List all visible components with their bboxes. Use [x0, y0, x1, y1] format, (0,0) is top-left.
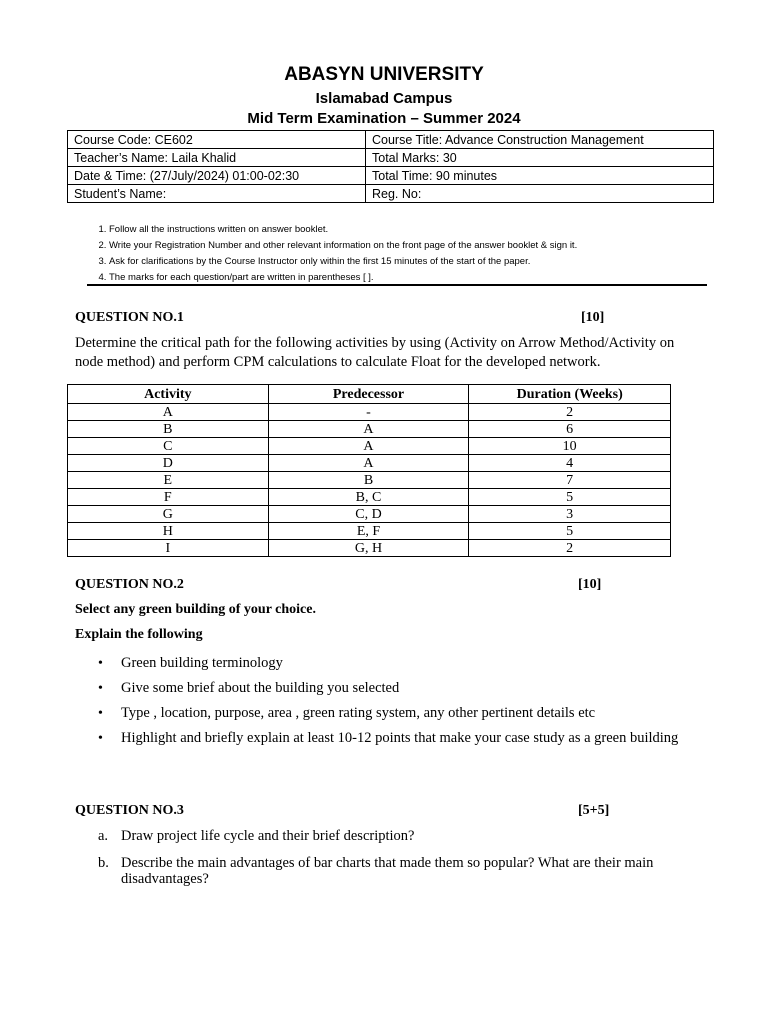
table-row — [68, 404, 671, 421]
info-row — [68, 185, 714, 203]
total-time: Total Time: 90 minutes — [366, 167, 714, 185]
duration-cell: 3 — [469, 506, 671, 523]
divider — [87, 284, 707, 286]
item-marker: b. — [98, 855, 109, 871]
duration-cell: 7 — [469, 472, 671, 489]
bullet-text: Give some brief about the building you selected — [121, 680, 400, 696]
bullet-text: Type , location, purpose, area , green rating system, any other pertinent details etc — [121, 705, 596, 721]
campus-title: Islamabad Campus — [315, 90, 453, 107]
duration-cell: 2 — [469, 540, 671, 557]
q1-text: Determine the critical path for the following activities by using (Activity on Arrow Method/Activity on node method) and perform CPM calculations to calculate Float for the developed network. — [75, 335, 675, 370]
list-item — [98, 726, 708, 751]
activity-cell: C — [68, 438, 269, 455]
q3-title: QUESTION NO.3 — [75, 803, 184, 818]
q3-marks: [5+5] — [578, 803, 610, 818]
instructions-list — [87, 222, 709, 286]
course-info-table — [67, 130, 714, 203]
instruction-item: 4. The marks for each question/part are written in parentheses [ ]. — [109, 270, 709, 286]
student-name: Student’s Name: — [68, 185, 366, 203]
table-row — [68, 506, 671, 523]
exam-title: Mid Term Examination – Summer 2024 — [247, 110, 521, 127]
bullet-text: Highlight and briefly explain at least 10-12 points that make your case study as a green building — [121, 730, 679, 746]
predecessor-cell: C, D — [268, 506, 469, 523]
duration-cell: 5 — [469, 523, 671, 540]
duration-cell: 10 — [469, 438, 671, 455]
predecessor-cell: A — [268, 455, 469, 472]
predecessor-cell: A — [268, 421, 469, 438]
table-row — [68, 489, 671, 506]
item-text: Draw project life cycle and their brief description? — [121, 828, 415, 844]
table-row — [68, 421, 671, 438]
list-item — [98, 651, 708, 676]
info-row — [68, 167, 714, 185]
q2-bullet-list — [98, 651, 708, 751]
predecessor-cell: E, F — [268, 523, 469, 540]
info-row — [68, 149, 714, 167]
activity-cell: B — [68, 421, 269, 438]
reg-no: Reg. No: — [366, 185, 714, 203]
bullet-text: Green building terminology — [121, 655, 283, 671]
q1-marks: [10] — [581, 310, 605, 325]
q3-item-list — [98, 828, 708, 898]
item-marker: a. — [98, 828, 109, 844]
duration-cell: 2 — [469, 404, 671, 421]
duration-cell: 4 — [469, 455, 671, 472]
bullet-icon: • — [98, 731, 103, 746]
predecessor-cell: A — [268, 438, 469, 455]
university-title: ABASYN UNIVERSITY — [284, 64, 484, 85]
table-row — [68, 472, 671, 489]
activity-cell: H — [68, 523, 269, 540]
list-item — [98, 701, 708, 726]
instruction-item: 2. Write your Registration Number and other relevant information on the front page of the answer booklet & sign it. — [109, 238, 709, 254]
table-row — [68, 455, 671, 472]
course-code: Course Code: CE602 — [68, 131, 366, 149]
table-row — [68, 523, 671, 540]
col-activity: Activity — [68, 385, 269, 404]
activity-cell: A — [68, 404, 269, 421]
list-item — [98, 855, 708, 887]
duration-cell: 6 — [469, 421, 671, 438]
activity-cell: I — [68, 540, 269, 557]
activity-table-header — [68, 385, 671, 404]
instruction-item: 3. Ask for clarifications by the Course Instructor only within the first 15 minutes of the start of the paper. — [109, 254, 709, 270]
predecessor-cell: G, H — [268, 540, 469, 557]
course-title: Course Title: Advance Construction Management — [366, 131, 714, 149]
col-duration: Duration (Weeks) — [469, 385, 671, 404]
duration-cell: 5 — [469, 489, 671, 506]
activity-cell: E — [68, 472, 269, 489]
q2-instruction: Select any green building of your choice. — [75, 602, 316, 617]
table-row — [68, 540, 671, 557]
activity-cell: G — [68, 506, 269, 523]
col-predecessor: Predecessor — [268, 385, 469, 404]
q2-marks: [10] — [578, 577, 602, 592]
info-row — [68, 131, 714, 149]
bullet-icon: • — [98, 706, 103, 721]
instruction-item: 1. Follow all the instructions written on answer booklet. — [109, 222, 709, 238]
teacher-name: Teacher’s Name: Laila Khalid — [68, 149, 366, 167]
total-marks: Total Marks: 30 — [366, 149, 714, 167]
list-item — [98, 828, 708, 844]
item-text: Describe the main advantages of bar charts that made them so popular? What are their main disadvantages? — [121, 855, 654, 887]
table-row — [68, 438, 671, 455]
activity-cell: D — [68, 455, 269, 472]
list-item — [98, 676, 708, 701]
activity-table — [67, 384, 671, 557]
predecessor-cell: B, C — [268, 489, 469, 506]
bullet-icon: • — [98, 681, 103, 696]
date-time: Date & Time: (27/July/2024) 01:00-02:30 — [68, 167, 366, 185]
predecessor-cell: B — [268, 472, 469, 489]
predecessor-cell: - — [268, 404, 469, 421]
q1-title: QUESTION NO.1 — [75, 310, 184, 325]
bullet-icon: • — [98, 656, 103, 671]
q2-subheading: Explain the following — [75, 627, 203, 642]
activity-cell: F — [68, 489, 269, 506]
q2-title: QUESTION NO.2 — [75, 577, 184, 592]
